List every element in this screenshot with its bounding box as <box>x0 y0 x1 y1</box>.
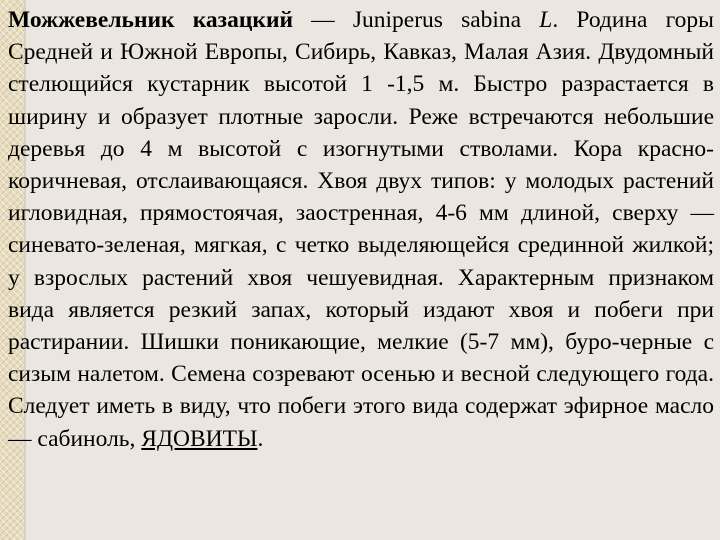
author-abbrev: L <box>539 7 553 33</box>
description-text: . Родина горы Средней и Южной Европы, Сибирь, Кавказ, Малая Азия. Двудомный стелющийся кустарник высотой 1 -1,5 м. Быстро разрастается в ширину и образует плотные заросли. Реже встречаются небольшие деревья до 4 м высотой с изогнутыми стволами. Кора красно-коричневая, отслаивающаяся. Хвоя двух типов: у молодых растений игловидная, прямостоячая, заостренная, 4-6 мм длиной, сверху — синевато-зеленая, мягкая, с четко выделяющейся срединной жилкой; у взрослых растений хвоя чешуевидная. Характерным признаком вида является резкий запах, который издают хвоя и побеги при растирании. Шишки поникающие, мелкие (5-7 мм), буро-черные с сизым налетом. Семена созревают осенью и весной следующего года. Следует иметь в виду, что побеги этого вида содержат эфирное масло — сабиноль, <box>8 7 714 452</box>
document-text <box>8 4 714 455</box>
species-title: Можжевельник казацкий <box>8 7 294 33</box>
end-punct: . <box>257 425 264 452</box>
poison-warning: ЯДОВИТЫ <box>141 425 258 452</box>
latin-name: — Juniperus sabina <box>293 7 540 33</box>
